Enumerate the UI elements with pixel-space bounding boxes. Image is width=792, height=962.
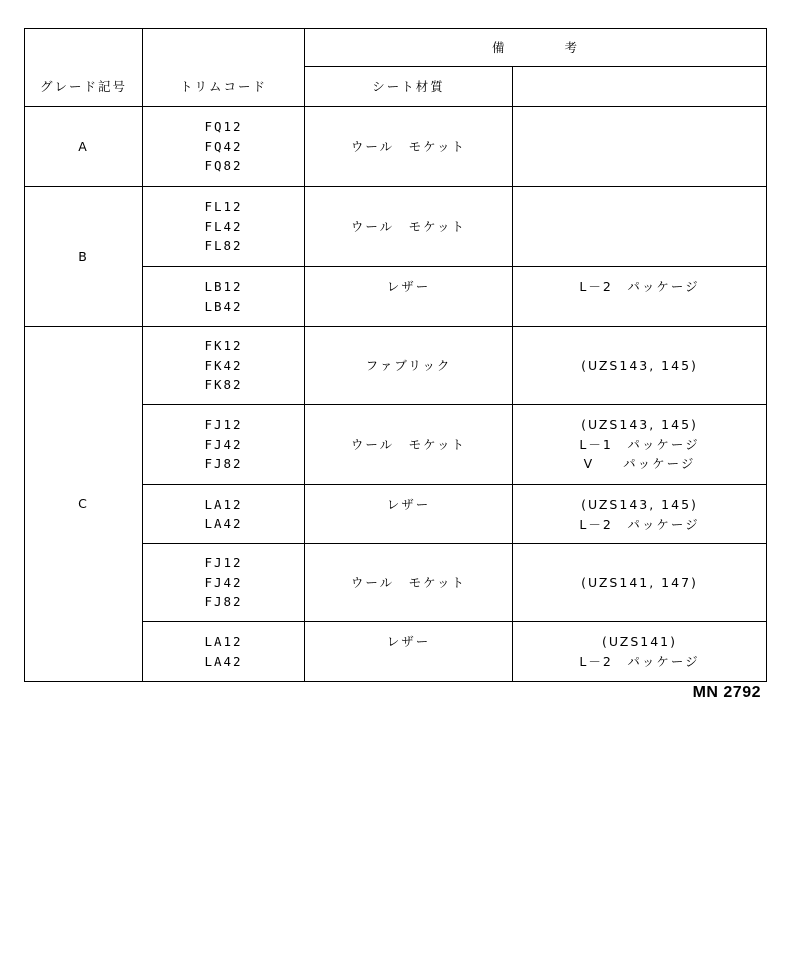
remark-line: V パッケージ bbox=[583, 456, 696, 472]
trim-code: FJ42 bbox=[204, 574, 243, 590]
trim-code: FQ42 bbox=[204, 138, 243, 154]
trim-code: LA42 bbox=[204, 653, 243, 669]
remark-line: L－1 パッケージ bbox=[579, 436, 700, 452]
table-body bbox=[25, 29, 767, 682]
header-remarks-blank bbox=[513, 67, 767, 107]
trim-code-cell bbox=[143, 405, 305, 485]
trim-code: LB12 bbox=[204, 279, 243, 294]
seat-material-cell: ウール モケット bbox=[305, 544, 513, 622]
trim-code-cell bbox=[143, 485, 305, 544]
seat-material-cell: レザー bbox=[305, 267, 513, 327]
trim-code: FJ12 bbox=[204, 555, 243, 571]
grade-cell: C bbox=[25, 327, 143, 682]
figure-number: MN 2792 bbox=[692, 684, 761, 701]
remarks-cell bbox=[513, 622, 767, 682]
trim-code-cell bbox=[143, 327, 305, 405]
trim-code-cell bbox=[143, 267, 305, 327]
seat-material-cell: ウール モケット bbox=[305, 187, 513, 267]
trim-code: FQ12 bbox=[204, 119, 243, 135]
remark-line: L－2 パッケージ bbox=[579, 279, 700, 294]
remarks-cell bbox=[513, 405, 767, 485]
remark-line: (UZS143, 145) bbox=[581, 497, 698, 512]
seat-material-cell: ウール モケット bbox=[305, 107, 513, 187]
trim-code: FJ12 bbox=[204, 417, 243, 433]
remark-line: (UZS143, 145) bbox=[581, 357, 698, 373]
trim-code-cell bbox=[143, 107, 305, 187]
trim-code: FJ42 bbox=[204, 436, 243, 452]
trim-code-cell bbox=[143, 544, 305, 622]
remark-line: (UZS143, 145) bbox=[581, 417, 698, 433]
remark-line: L－2 パッケージ bbox=[579, 653, 700, 669]
seat-material-cell: ウール モケット bbox=[305, 405, 513, 485]
header-row-1 bbox=[25, 29, 767, 67]
trim-code: FQ82 bbox=[204, 158, 243, 174]
remark-line: (UZS141, 147) bbox=[581, 574, 698, 590]
table-row bbox=[25, 107, 767, 187]
remarks-cell bbox=[513, 327, 767, 405]
remarks-cell bbox=[513, 107, 767, 187]
trim-code: FK42 bbox=[204, 357, 243, 373]
trim-code-table bbox=[24, 28, 767, 682]
trim-code: FL82 bbox=[204, 238, 243, 254]
trim-code: FK82 bbox=[204, 377, 243, 393]
trim-code: FK12 bbox=[204, 338, 243, 354]
grade-cell: B bbox=[25, 187, 143, 327]
trim-code: LA12 bbox=[204, 634, 243, 649]
trim-code: FL42 bbox=[204, 218, 243, 234]
seat-material-cell: レザー bbox=[305, 622, 513, 682]
header-grade: グレード記号 bbox=[25, 29, 143, 107]
remarks-cell bbox=[513, 544, 767, 622]
remarks-cell bbox=[513, 485, 767, 544]
seat-material-cell: ファブリック bbox=[305, 327, 513, 405]
remarks-cell bbox=[513, 267, 767, 327]
table-row bbox=[25, 327, 767, 405]
remarks-cell bbox=[513, 187, 767, 267]
trim-code: FJ82 bbox=[204, 456, 243, 472]
remark-line: L－2 パッケージ bbox=[579, 516, 700, 532]
header-remarks: 備 考 bbox=[305, 29, 767, 67]
trim-code: LA12 bbox=[204, 496, 243, 512]
trim-code: LA42 bbox=[204, 516, 243, 531]
trim-code: FJ82 bbox=[204, 594, 243, 610]
table-row bbox=[25, 187, 767, 267]
trim-code-cell bbox=[143, 622, 305, 682]
grade-cell: A bbox=[25, 107, 143, 187]
trim-code: FL12 bbox=[204, 199, 243, 215]
trim-code-cell bbox=[143, 187, 305, 267]
trim-code: LB42 bbox=[204, 298, 243, 314]
header-trim-code: トリムコード bbox=[143, 29, 305, 107]
seat-material-cell: レザー bbox=[305, 485, 513, 544]
header-seat-material: シート材質 bbox=[305, 67, 513, 107]
remark-line: (UZS141) bbox=[601, 634, 678, 649]
